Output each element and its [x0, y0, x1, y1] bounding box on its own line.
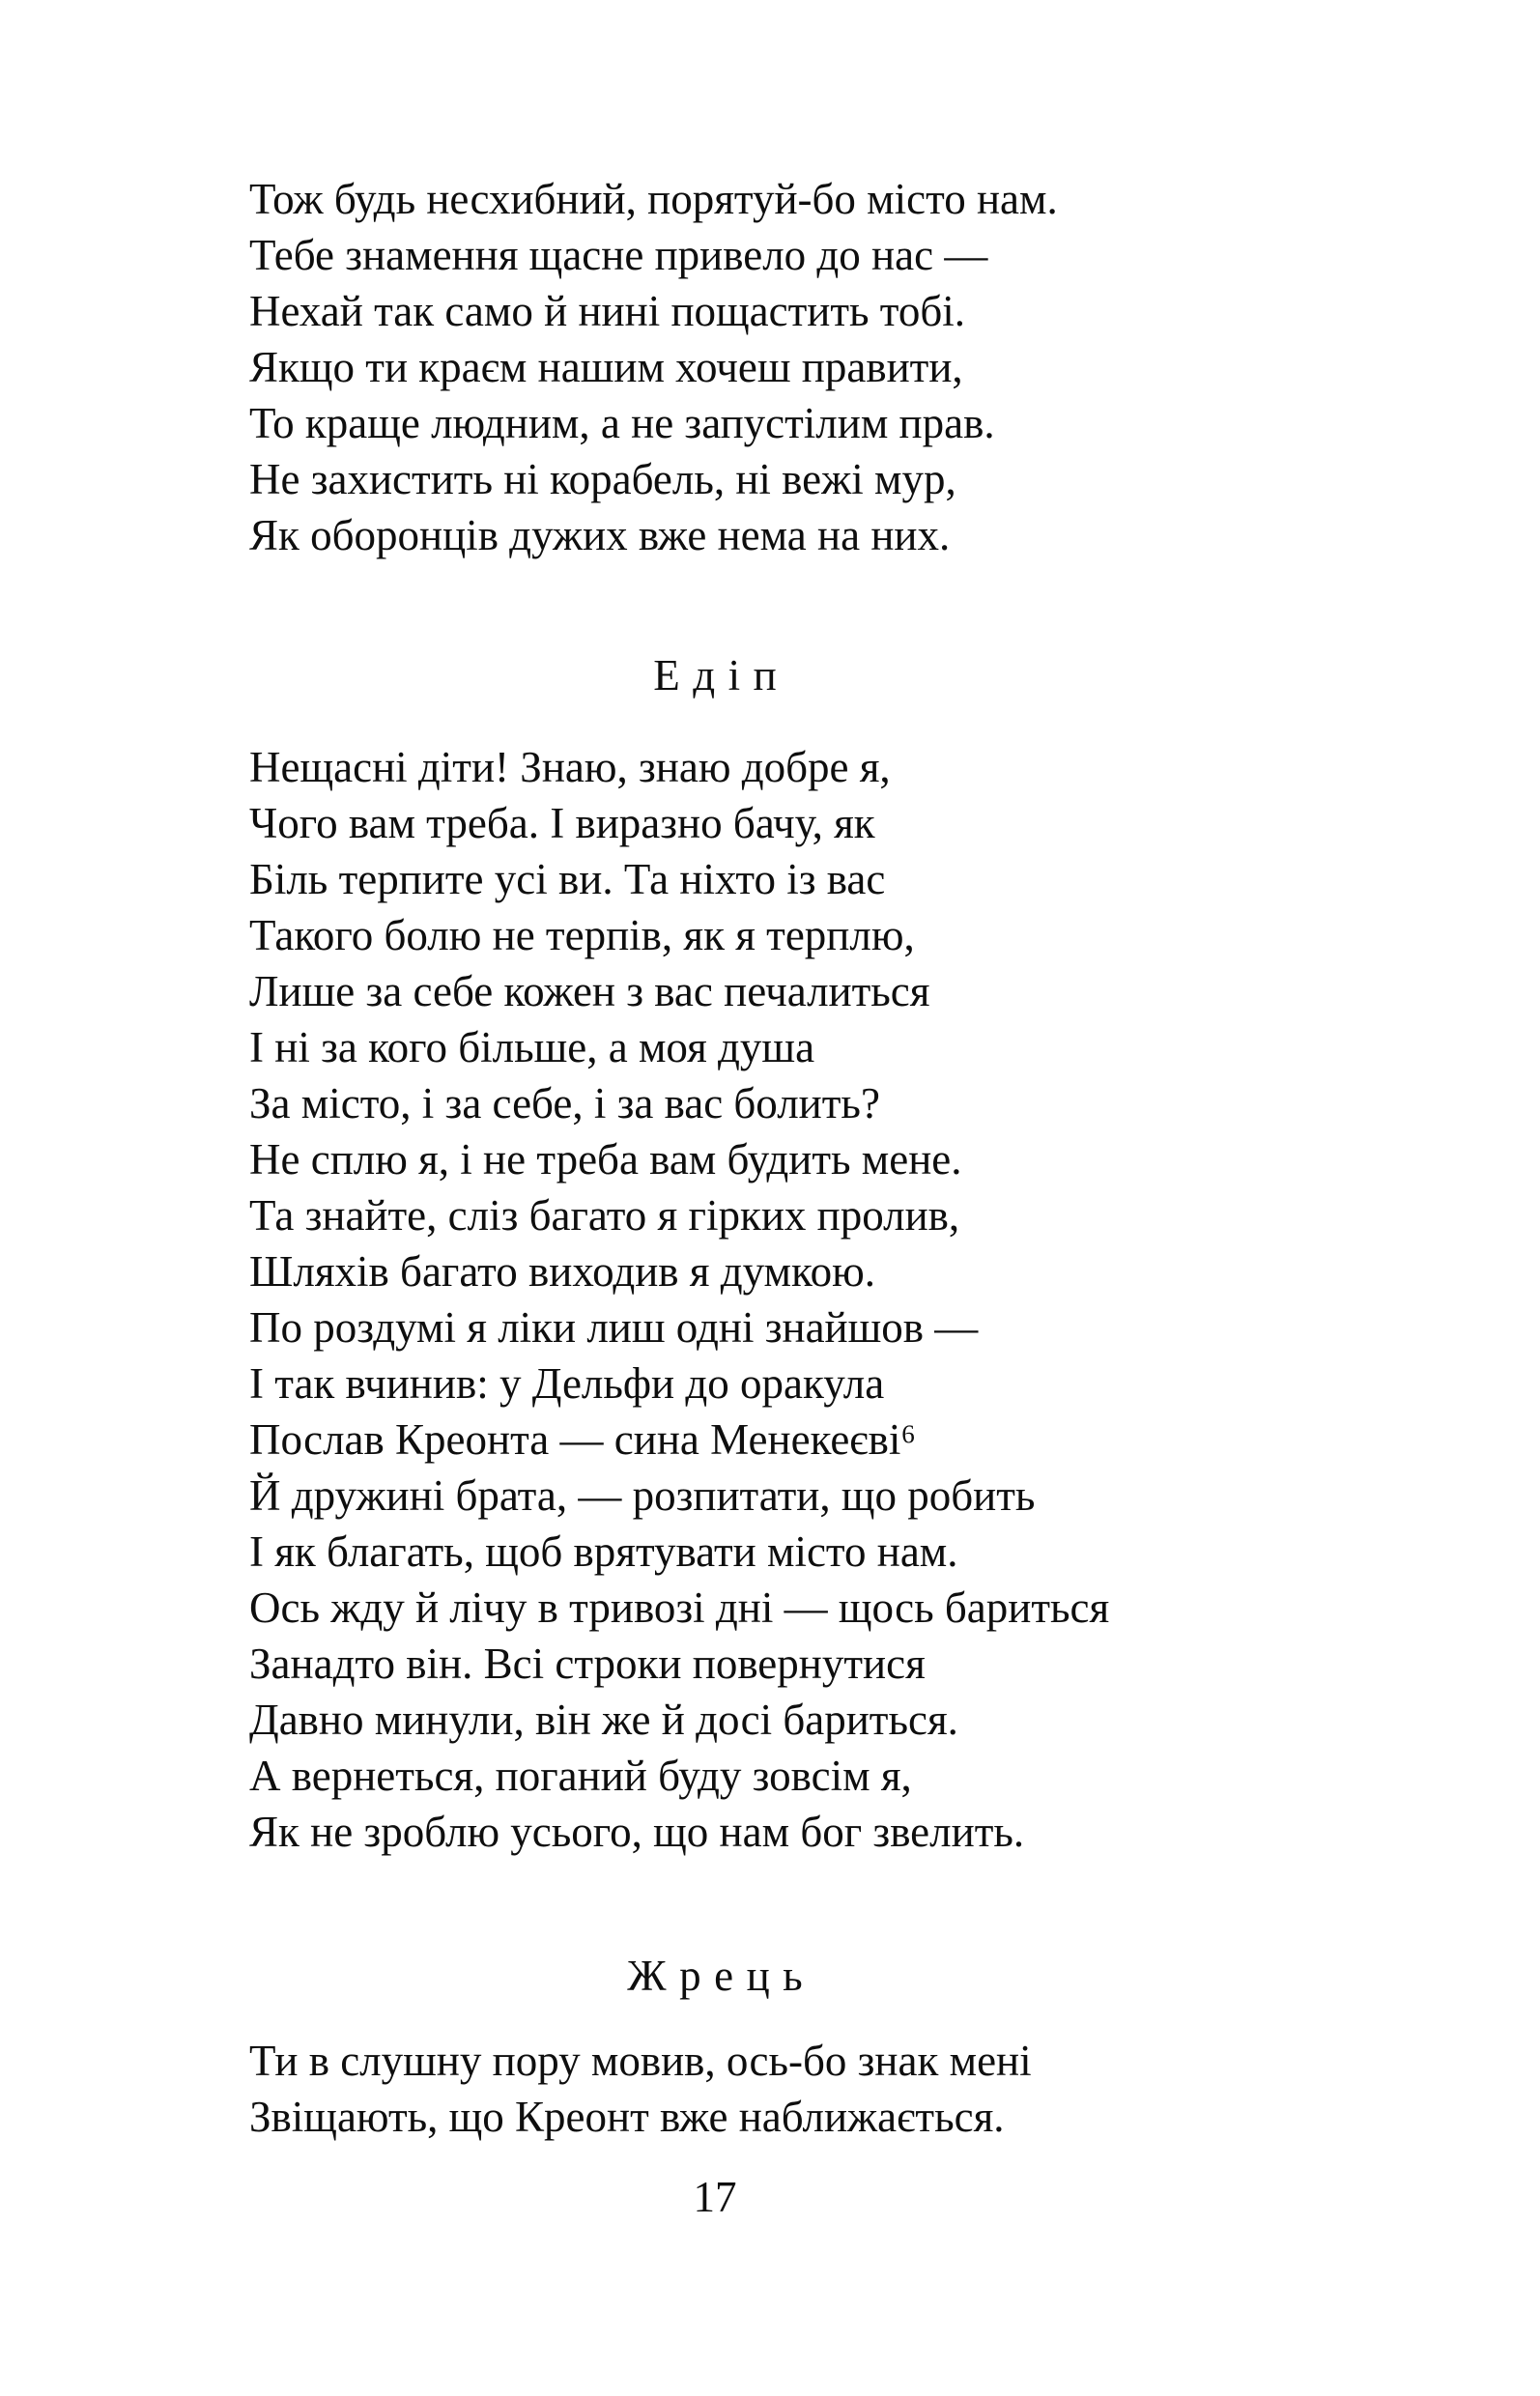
page-number: 17	[693, 2173, 737, 2221]
verse-line: Нехай так само й нині пощастить тобі.	[249, 287, 966, 335]
stanza-priest-closing	[249, 171, 1181, 563]
verse-line: Біль терпите усі ви. Та ніхто із вас	[249, 855, 886, 903]
verse-line: Якщо ти краєм нашим хочеш правити,	[249, 343, 963, 391]
verse-line: Не сплю я, і не треба вам будить мене.	[249, 1135, 962, 1184]
verse-line: А вернеться, поганий буду зовсім я,	[249, 1752, 912, 1800]
verse-line: Тебе знамення щасне привело до нас —	[249, 231, 988, 279]
verse-line: Чого вам треба. І виразно бачу, як	[249, 799, 875, 847]
stanza-oedipus-speech	[249, 739, 1181, 1860]
verse-line: Послав Креонта — сина Менекеєві⁶	[249, 1415, 917, 1464]
speaker-heading-priest: Жрець	[627, 1952, 816, 2000]
verse-line: Давно минули, він же й досі бариться.	[249, 1696, 958, 1744]
verse-line: Та знайте, сліз багато я гірких пролив,	[249, 1191, 960, 1240]
verse-line: Лише за себе кожен з вас печалиться	[249, 967, 930, 1015]
verse-line: То краще людним, а не запустілим прав.	[249, 399, 995, 447]
verse-line: Як не зроблю усього, що нам бог звелить.	[249, 1808, 1025, 1856]
text-column	[249, 0, 1181, 2225]
verse-line: І ні за кого більше, а моя душа	[249, 1023, 815, 1071]
verse-line: Такого болю не терпів, як я терплю,	[249, 911, 915, 959]
verse-line: Шляхів багато виходив я думкою.	[249, 1247, 875, 1296]
verse-line: Ось жду й лічу в тривозі дні — щось бариться	[249, 1583, 1110, 1632]
speaker-heading-oedipus: Едіп	[653, 651, 790, 699]
verse-line: По роздумі я ліки лиш одні знайшов —	[249, 1303, 979, 1352]
verse-line: І так вчинив: у Дельфи до оракула	[249, 1359, 885, 1408]
verse-line: За місто, і за себе, і за вас болить?	[249, 1079, 880, 1127]
verse-line: Занадто він. Всі строки повернутися	[249, 1640, 926, 1688]
verse-line: Звіщають, що Креонт вже наближається.	[249, 2093, 1005, 2141]
verse-line: Й дружині брата, — розпитати, що робить	[249, 1471, 1036, 1520]
verse-line: Як оборонців дужих вже нема на них.	[249, 511, 951, 559]
verse-line: Тож будь несхибний, порятуй-бо місто нам.	[249, 175, 1058, 223]
verse-line: Нещасні діти! Знаю, знаю добре я,	[249, 743, 891, 791]
verse-line: І як благать, щоб врятувати місто нам.	[249, 1527, 958, 1576]
stanza-priest-reply	[249, 2033, 1181, 2145]
verse-line: Ти в слушну пору мовив, ось-бо знак мені	[249, 2037, 1032, 2085]
verse-line: Не захистить ні корабель, ні вежі мур,	[249, 455, 956, 503]
